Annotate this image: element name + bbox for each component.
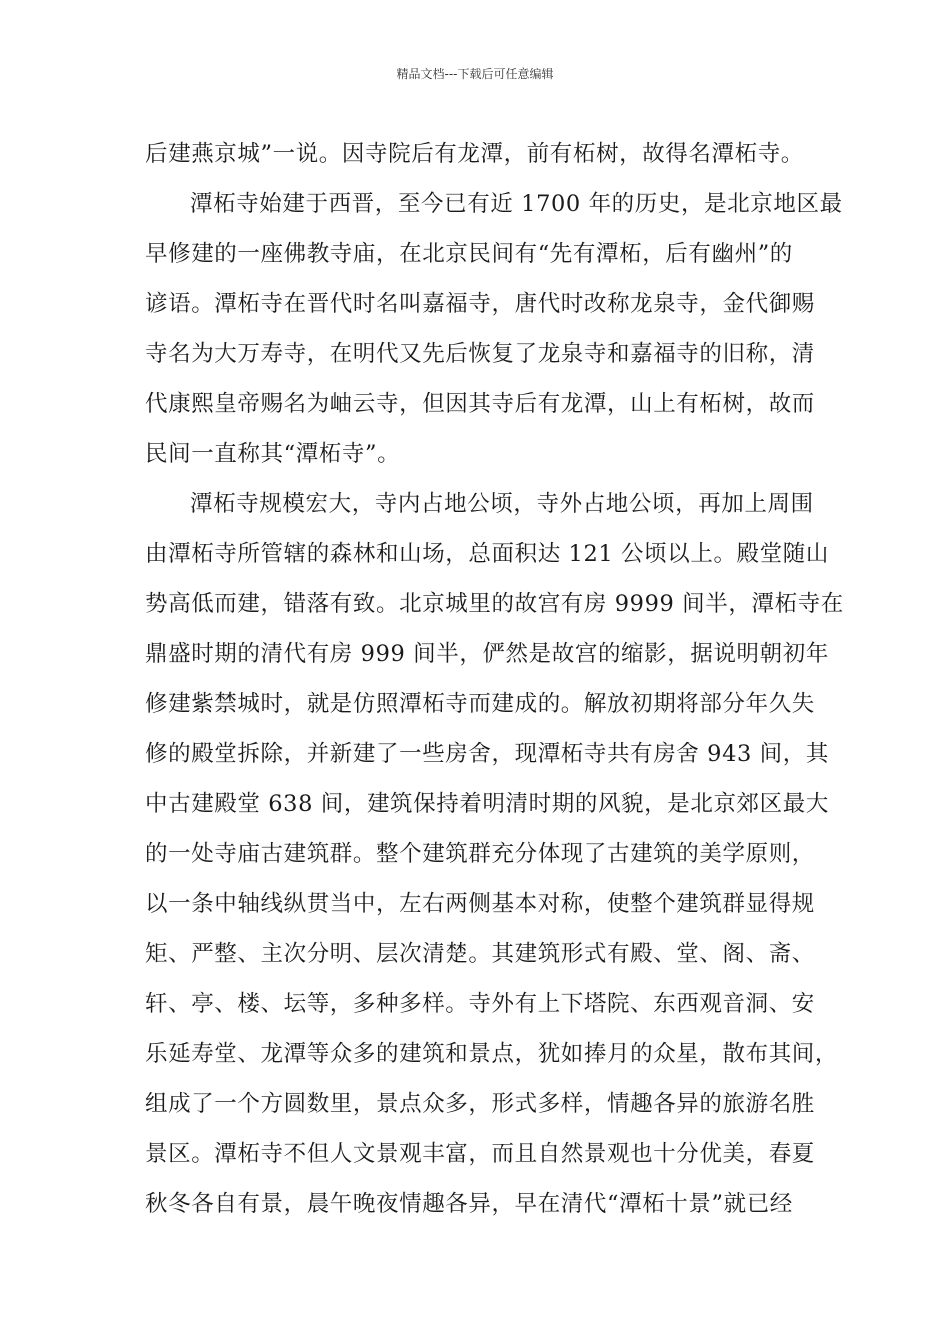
text-line: 矩、严整、主次分明、层次清楚。其建筑形式有殿、堂、阁、斋、 [145,941,815,967]
text-line: 修建紫禁城时，就是仿照潭柘寺而建成的。解放初期将部分年久失 [145,691,815,717]
text-line: 秋冬各自有景，晨午晚夜情趣各异，早在清代“潭柘十景”就已经 [145,1191,793,1217]
text-line: 潭柘寺规模宏大，寺内占地公顷，寺外占地公顷，再加上周围 [190,491,814,517]
text-line: 潭柘寺始建于西晋，至今已有近 1700 年的历史，是北京地区最 [190,191,843,217]
text-line: 代康熙皇帝赐名为岫云寺，但因其寺后有龙潭，山上有柘树，故而 [145,391,815,417]
text-line: 的一处寺庙古建筑群。整个建筑群充分体现了古建筑的美学原则， [145,841,815,867]
text-line: 谚语。潭柘寺在晋代时名叫嘉福寺，唐代时改称龙泉寺，金代御赐 [145,291,815,317]
text-line: 以一条中轴线纵贯当中，左右两侧基本对称，使整个建筑群显得规 [145,891,815,917]
document-body [145,129,844,1229]
paragraph [145,479,844,1229]
paragraph [145,129,807,179]
text-line: 鼎盛时期的清代有房 999 间半，俨然是故宫的缩影，据说明朝初年 [145,641,829,667]
text-line: 修的殿堂拆除，并新建了一些房舍，现潭柘寺共有房舍 943 间，其 [145,741,829,767]
text-line: 势高低而建，错落有致。北京城里的故宫有房 9999 间半，潭柘寺在 [145,591,844,617]
text-line: 组成了一个方圆数里，景点众多，形式多样，情趣各异的旅游名胜 [145,1091,815,1117]
text-line: 民间一直称其“潭柘寺”。 [145,441,401,467]
text-line: 由潭柘寺所管辖的森林和山场，总面积达 121 公顷以上。殿堂随山 [145,541,829,567]
text-line: 早修建的一座佛教寺庙，在北京民间有“先有潭柘，后有幽州”的 [145,241,793,267]
text-line: 乐延寿堂、龙潭等众多的建筑和景点，犹如捧月的众星，散布其间， [145,1041,839,1067]
paragraph [145,179,843,479]
text-line: 景区。潭柘寺不但人文景观丰富，而且自然景观也十分优美，春夏 [145,1141,815,1167]
text-line: 轩、亭、楼、坛等，多种多样。寺外有上下塔院、东西观音洞、安 [145,991,815,1017]
text-line: 寺名为大万寿寺，在明代又先后恢复了龙泉寺和嘉福寺的旧称，清 [145,341,815,367]
text-line: 后建燕京城”一说。因寺院后有龙潭，前有柘树，故得名潭柘寺。 [145,141,804,167]
text-line: 中古建殿堂 638 间，建筑保持着明清时期的风貌，是北京郊区最大 [145,791,829,817]
page-header: 精品文档---下载后可任意编辑 [396,67,554,81]
